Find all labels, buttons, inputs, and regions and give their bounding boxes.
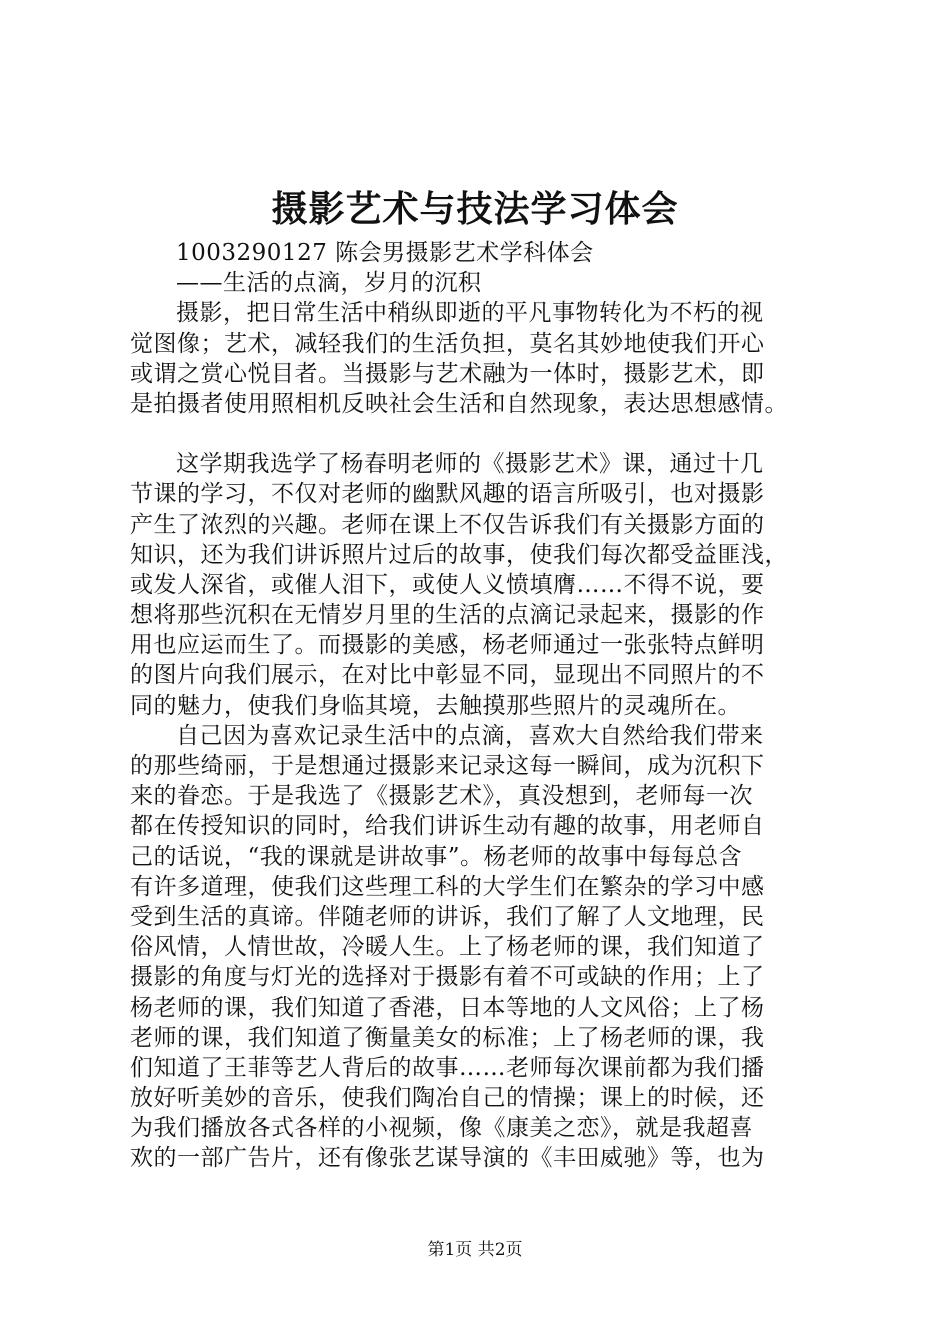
paragraph-line: 的那些绮丽，于是想通过摄影来记录这每一瞬间，成为沉积下 — [130, 753, 765, 779]
paragraph-line: 来的眷恋。于是我选了《摄影艺术》，真没想到，老师每一次 — [130, 783, 753, 810]
subtitle-line: ——生活的点滴，岁月的沉积 — [176, 270, 482, 297]
paragraph-line: 为我们播放各式各样的小视频，像《康美之恋》，就是我超喜 — [130, 1115, 753, 1142]
paragraph-line: 同的魅力，使我们身临其境，去触摸那些照片的灵魂所在。 — [130, 692, 741, 719]
paragraph-line: 己的话说，“我的课就是讲故事”。杨老师的故事中每每总含 — [130, 843, 743, 870]
paragraph-line: 觉图像；艺术，减轻我们的生活负担，莫名其妙地使我们开心 — [130, 330, 765, 357]
paragraph-line: 杨老师的课，我们知道了香港，日本等地的人文风俗；上了杨 — [130, 994, 765, 1021]
paragraph-line: 节课的学习，不仅对老师的幽默风趣的语言所吸引，也对摄影 — [130, 481, 765, 508]
paragraph-line: 是拍摄者使用照相机反映社会生活和自然现象，表达思想感情。 — [130, 390, 788, 417]
paragraph-line: 欢的一部广告片，还有像张艺谋导演的《丰田威驰》等，也为 — [130, 1145, 765, 1172]
paragraph-line: 想将那些沉积在无情岁月里的生活的点滴记录起来，摄影的作 — [130, 602, 765, 629]
paragraph-line: 或发人深省，或催人泪下，或使人义愤填膺……不得不说，要 — [130, 571, 765, 598]
paragraph-line: 老师的课，我们知道了衡量美女的标准；上了杨老师的课，我 — [130, 1024, 765, 1051]
paragraph-line: 这学期我选学了杨春明老师的《摄影艺术》课，通过十几 — [176, 451, 764, 478]
document-title: 摄影艺术与技法学习体会 — [271, 188, 679, 230]
paragraph-2 — [130, 449, 830, 721]
paragraph-line: 或谓之赏心悦目者。当摄影与艺术融为一体时，摄影艺术，即 — [130, 360, 765, 387]
author-line: 1003290127 陈会男摄影艺术学科体会 — [176, 240, 594, 266]
paragraph-spacer — [130, 419, 830, 449]
paragraph-line: 自己因为喜欢记录生活中的点滴，喜欢大自然给我们带来 — [176, 722, 764, 749]
paragraph-line: 知识，还为我们讲诉照片过后的故事，使我们每次都受益匪浅， — [130, 541, 788, 568]
paragraph-3 — [130, 721, 830, 1174]
paragraph-line: 放好听美妙的音乐，使我们陶冶自己的情操；课上的时候，还 — [130, 1085, 765, 1112]
paragraph-line: 们知道了王菲等艺人背后的故事……老师每次课前都为我们播 — [130, 1054, 765, 1081]
paragraph-1 — [130, 298, 830, 419]
paragraph-line: 有许多道理，使我们这些理工科的大学生们在繁杂的学习中感 — [130, 873, 765, 900]
paragraph-line: 摄影，把日常生活中稍纵即逝的平凡事物转化为不朽的视 — [176, 300, 764, 327]
paragraph-line: 俗风情，人情世故，冷暖人生。上了杨老师的课，我们知道了 — [130, 934, 765, 961]
page-footer: 第1页 共2页 — [427, 1240, 523, 1260]
document-body — [130, 238, 830, 1174]
paragraph-line: 的图片向我们展示，在对比中彰显不同，显现出不同照片的不 — [130, 662, 765, 689]
paragraph-line: 摄影的角度与灯光的选择对于摄影有着不可或缺的作用；上了 — [130, 964, 765, 991]
paragraph-line: 用也应运而生了。而摄影的美感，杨老师通过一张张特点鲜明 — [130, 632, 765, 659]
paragraph-line: 产生了浓烈的兴趣。老师在课上不仅告诉我们有关摄影方面的 — [130, 511, 765, 538]
paragraph-line: 都在传授知识的同时，给我们讲诉生动有趣的故事，用老师自 — [130, 813, 765, 840]
paragraph-line: 受到生活的真谛。伴随老师的讲诉，我们了解了人文地理，民 — [130, 903, 765, 930]
